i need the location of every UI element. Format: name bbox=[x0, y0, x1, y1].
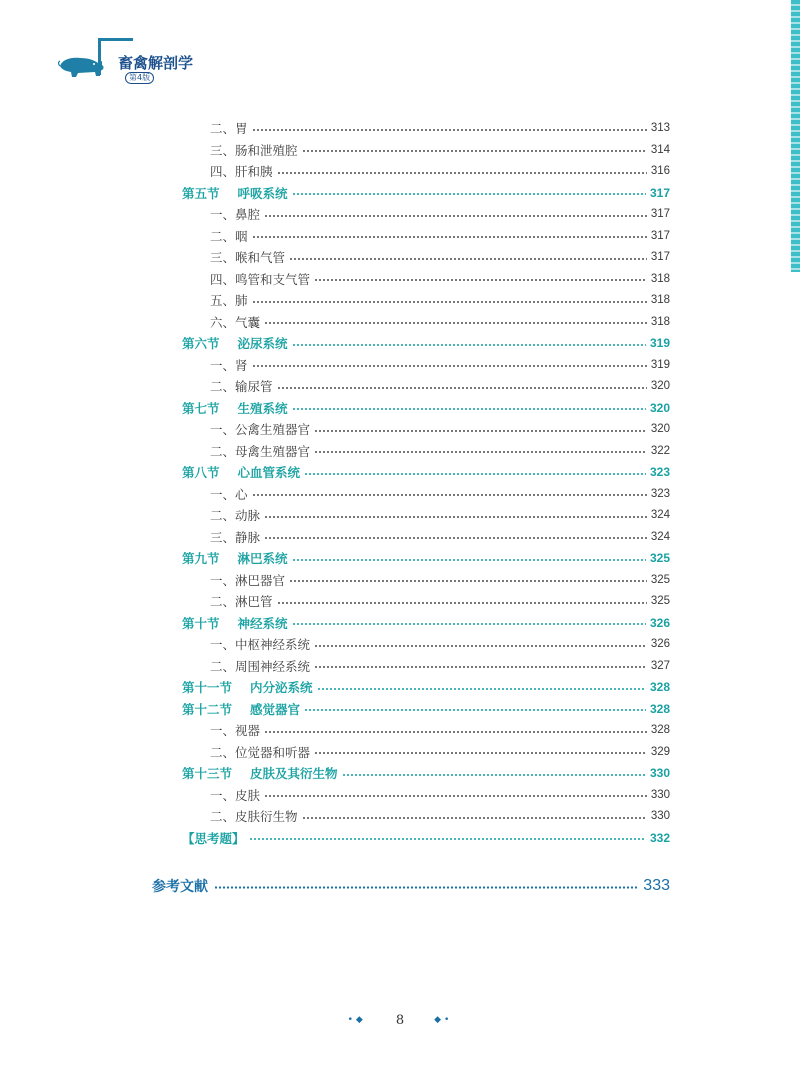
entry-page-number: 317 bbox=[649, 185, 670, 200]
section-label bbox=[182, 613, 288, 635]
toc-entry-section[interactable] bbox=[182, 677, 670, 699]
section-number: 第十三节 bbox=[182, 766, 233, 781]
entry-label: 二、输尿管 bbox=[210, 379, 273, 394]
entry-page-number: 327 bbox=[650, 659, 670, 672]
entry-page-number: 319 bbox=[650, 358, 670, 371]
section-title: 神经系统 bbox=[237, 615, 288, 631]
dot-leader bbox=[304, 473, 646, 475]
page-number: 8 bbox=[395, 1012, 405, 1028]
entry-page-number: 325 bbox=[650, 573, 670, 586]
toc-entry-subsection[interactable] bbox=[182, 355, 670, 377]
footer-left-ornament: •◆ bbox=[347, 1015, 366, 1025]
dot-leader bbox=[252, 236, 647, 238]
section-label bbox=[182, 333, 288, 355]
entry-page-number: 313 bbox=[650, 122, 670, 134]
entry-page-number: 325 bbox=[650, 595, 670, 607]
entry-page-number: 324 bbox=[650, 509, 670, 521]
entry-page-number: 323 bbox=[650, 487, 670, 500]
toc-entry-subsection[interactable] bbox=[182, 376, 670, 398]
entry-label: 【思考题】 bbox=[182, 830, 245, 846]
entry-label: 五、肺 bbox=[210, 293, 248, 308]
entry-page-number: 326 bbox=[649, 615, 670, 630]
toc-entry-subsection[interactable] bbox=[182, 806, 670, 828]
dot-leader bbox=[292, 559, 646, 561]
toc-entry-subsection[interactable] bbox=[182, 419, 670, 441]
section-number: 第十节 bbox=[182, 615, 220, 631]
page-footer bbox=[0, 1008, 800, 1032]
toc-entry-section[interactable] bbox=[182, 548, 670, 570]
entry-label: 三、静脉 bbox=[210, 529, 261, 545]
dot-leader bbox=[249, 838, 646, 840]
footer-right-ornament: ◆• bbox=[434, 1015, 453, 1025]
pig-logo-icon bbox=[56, 52, 106, 80]
dot-leader bbox=[342, 774, 646, 776]
section-label bbox=[182, 548, 288, 570]
toc-entry-subsection[interactable] bbox=[182, 505, 670, 527]
dot-leader bbox=[302, 817, 647, 819]
section-number: 第五节 bbox=[182, 185, 220, 201]
dot-leader bbox=[277, 602, 647, 604]
toc-entry-subsection[interactable] bbox=[182, 785, 670, 807]
toc-entry-subsection[interactable] bbox=[182, 634, 670, 656]
section-title: 淋巴系统 bbox=[237, 551, 288, 566]
section-label bbox=[182, 677, 313, 699]
dot-leader bbox=[264, 795, 647, 797]
section-label bbox=[182, 462, 300, 484]
entry-page-number: 328 bbox=[650, 724, 670, 736]
section-number: 第十一节 bbox=[182, 680, 233, 695]
section-title: 生殖系统 bbox=[237, 400, 288, 416]
dot-leader bbox=[252, 129, 647, 131]
toc-entry-section[interactable] bbox=[182, 462, 670, 484]
entry-label: 二、周围神经系统 bbox=[210, 658, 311, 674]
section-title: 内分泌系统 bbox=[250, 680, 313, 695]
section-title: 感觉器官 bbox=[250, 701, 301, 717]
toc-entry-subsection[interactable] bbox=[182, 742, 670, 764]
references-label: 参考文献 bbox=[152, 878, 208, 894]
entry-page-number: 318 bbox=[650, 272, 670, 285]
book-edition: 第4版 bbox=[125, 72, 154, 84]
toc-entry-subsection[interactable] bbox=[182, 720, 670, 742]
entry-label: 一、皮肤 bbox=[210, 787, 261, 803]
toc-entry-subsection[interactable] bbox=[182, 226, 670, 248]
entry-page-number: 328 bbox=[649, 701, 670, 716]
section-label bbox=[182, 699, 300, 721]
section-number: 第八节 bbox=[182, 465, 220, 480]
references-page: 333 bbox=[643, 877, 670, 894]
dot-leader bbox=[302, 150, 647, 152]
entry-label: 一、淋巴器官 bbox=[210, 572, 286, 588]
section-title: 泌尿系统 bbox=[237, 336, 288, 351]
entry-page-number: 330 bbox=[649, 766, 670, 780]
toc-entry-subsection[interactable] bbox=[182, 269, 670, 291]
toc-entry-questions[interactable] bbox=[182, 828, 670, 850]
entry-label: 三、喉和气管 bbox=[210, 250, 286, 265]
table-of-contents bbox=[182, 118, 670, 849]
dot-leader bbox=[317, 688, 646, 690]
entry-label: 一、视器 bbox=[210, 723, 261, 738]
dot-leader bbox=[292, 408, 646, 410]
entry-label: 二、动脉 bbox=[210, 508, 261, 523]
toc-entry-subsection[interactable] bbox=[182, 290, 670, 312]
toc-entry-references[interactable] bbox=[152, 873, 670, 899]
toc-entry-subsection[interactable] bbox=[182, 441, 670, 463]
entry-label: 六、气囊 bbox=[210, 314, 261, 330]
section-title: 呼吸系统 bbox=[237, 185, 288, 201]
section-title: 心血管系统 bbox=[237, 465, 301, 480]
section-label bbox=[182, 763, 338, 785]
toc-entry-subsection[interactable] bbox=[182, 161, 670, 183]
toc-entry-subsection[interactable] bbox=[182, 484, 670, 506]
entry-page-number: 320 bbox=[650, 423, 670, 435]
toc-entry-section[interactable] bbox=[182, 763, 670, 785]
toc-entry-subsection[interactable] bbox=[182, 591, 670, 613]
entry-label: 二、母禽生殖器官 bbox=[210, 443, 311, 459]
toc-entry-section[interactable] bbox=[182, 398, 670, 420]
entry-label: 一、公禽生殖器官 bbox=[210, 422, 311, 437]
entry-label: 一、中枢神经系统 bbox=[210, 637, 311, 652]
entry-label: 四、鸣管和支气管 bbox=[210, 271, 311, 287]
entry-page-number: 326 bbox=[650, 638, 670, 650]
toc-entry-subsection[interactable] bbox=[182, 118, 670, 140]
dot-leader bbox=[264, 516, 647, 518]
dot-leader bbox=[292, 193, 646, 195]
dot-leader bbox=[277, 387, 647, 389]
dot-leader bbox=[314, 279, 647, 281]
dot-leader bbox=[314, 752, 647, 754]
entry-label: 二、胃 bbox=[210, 121, 248, 136]
section-label bbox=[182, 183, 288, 205]
entry-page-number: 318 bbox=[650, 315, 670, 328]
entry-page-number: 323 bbox=[649, 465, 670, 479]
dot-leader bbox=[289, 258, 647, 260]
toc-entry-section[interactable] bbox=[182, 183, 670, 205]
dot-leader bbox=[277, 172, 647, 174]
entry-label: 一、肾 bbox=[210, 357, 248, 373]
entry-label: 二、咽 bbox=[210, 228, 248, 244]
dot-leader bbox=[289, 580, 647, 582]
toc-entry-subsection[interactable] bbox=[182, 527, 670, 549]
toc-entry-section[interactable] bbox=[182, 613, 670, 635]
toc-entry-subsection[interactable] bbox=[182, 140, 670, 162]
entry-label: 一、心 bbox=[210, 486, 248, 502]
entry-page-number: 316 bbox=[650, 165, 670, 177]
entry-page-number: 317 bbox=[650, 208, 670, 220]
dot-leader bbox=[252, 301, 647, 303]
dot-leader bbox=[264, 215, 647, 217]
dot-leader bbox=[264, 731, 647, 733]
entry-page-number: 324 bbox=[650, 530, 670, 543]
entry-page-number: 328 bbox=[649, 680, 670, 694]
dot-leader bbox=[292, 344, 646, 346]
entry-page-number: 318 bbox=[650, 294, 670, 306]
entry-label: 二、皮肤衍生物 bbox=[210, 809, 298, 824]
section-number: 第十二节 bbox=[182, 701, 233, 717]
entry-label: 二、淋巴管 bbox=[210, 594, 273, 609]
dot-leader bbox=[264, 537, 647, 539]
dot-leader bbox=[264, 322, 647, 324]
entry-page-number: 314 bbox=[650, 143, 670, 156]
toc-entry-subsection[interactable] bbox=[182, 312, 670, 334]
entry-page-number: 317 bbox=[650, 251, 670, 263]
toc-entry-section[interactable] bbox=[182, 699, 670, 721]
section-title: 皮肤及其衍生物 bbox=[250, 766, 338, 781]
dot-leader bbox=[292, 623, 646, 625]
entry-page-number: 320 bbox=[650, 380, 670, 392]
dot-leader bbox=[304, 709, 646, 711]
toc-entry-section[interactable] bbox=[182, 333, 670, 355]
entry-page-number: 319 bbox=[649, 336, 670, 350]
entry-label: 一、鼻腔 bbox=[210, 207, 261, 222]
entry-label: 三、肠和泄殖腔 bbox=[210, 142, 298, 158]
dot-leader bbox=[252, 365, 647, 367]
section-number: 第七节 bbox=[182, 400, 220, 416]
section-number: 第六节 bbox=[182, 336, 220, 351]
entry-label: 四、肝和胰 bbox=[210, 164, 273, 179]
entry-page-number: 317 bbox=[650, 229, 670, 242]
toc-entry-subsection[interactable] bbox=[182, 247, 670, 269]
entry-page-number: 320 bbox=[649, 400, 670, 415]
dot-leader bbox=[314, 666, 647, 668]
dot-leader bbox=[214, 886, 637, 889]
entry-page-number: 329 bbox=[650, 745, 670, 758]
entry-page-number: 330 bbox=[650, 810, 670, 822]
section-label bbox=[182, 398, 288, 420]
entry-page-number: 332 bbox=[649, 830, 670, 845]
entry-page-number: 322 bbox=[650, 444, 670, 457]
entry-page-number: 325 bbox=[649, 551, 670, 565]
entry-label: 二、位觉器和听器 bbox=[210, 744, 311, 760]
dot-leader bbox=[314, 430, 647, 432]
toc-entry-subsection[interactable] bbox=[182, 656, 670, 678]
toc-entry-subsection[interactable] bbox=[182, 570, 670, 592]
dot-leader bbox=[314, 645, 647, 647]
entry-page-number: 330 bbox=[650, 788, 670, 801]
dot-leader bbox=[252, 494, 647, 496]
section-number: 第九节 bbox=[182, 551, 220, 566]
dot-leader bbox=[314, 451, 647, 453]
running-header bbox=[52, 38, 252, 98]
edge-stripe-decoration bbox=[791, 0, 800, 272]
book-title: 畜禽解剖学 bbox=[118, 54, 194, 72]
toc-entry-subsection[interactable] bbox=[182, 204, 670, 226]
